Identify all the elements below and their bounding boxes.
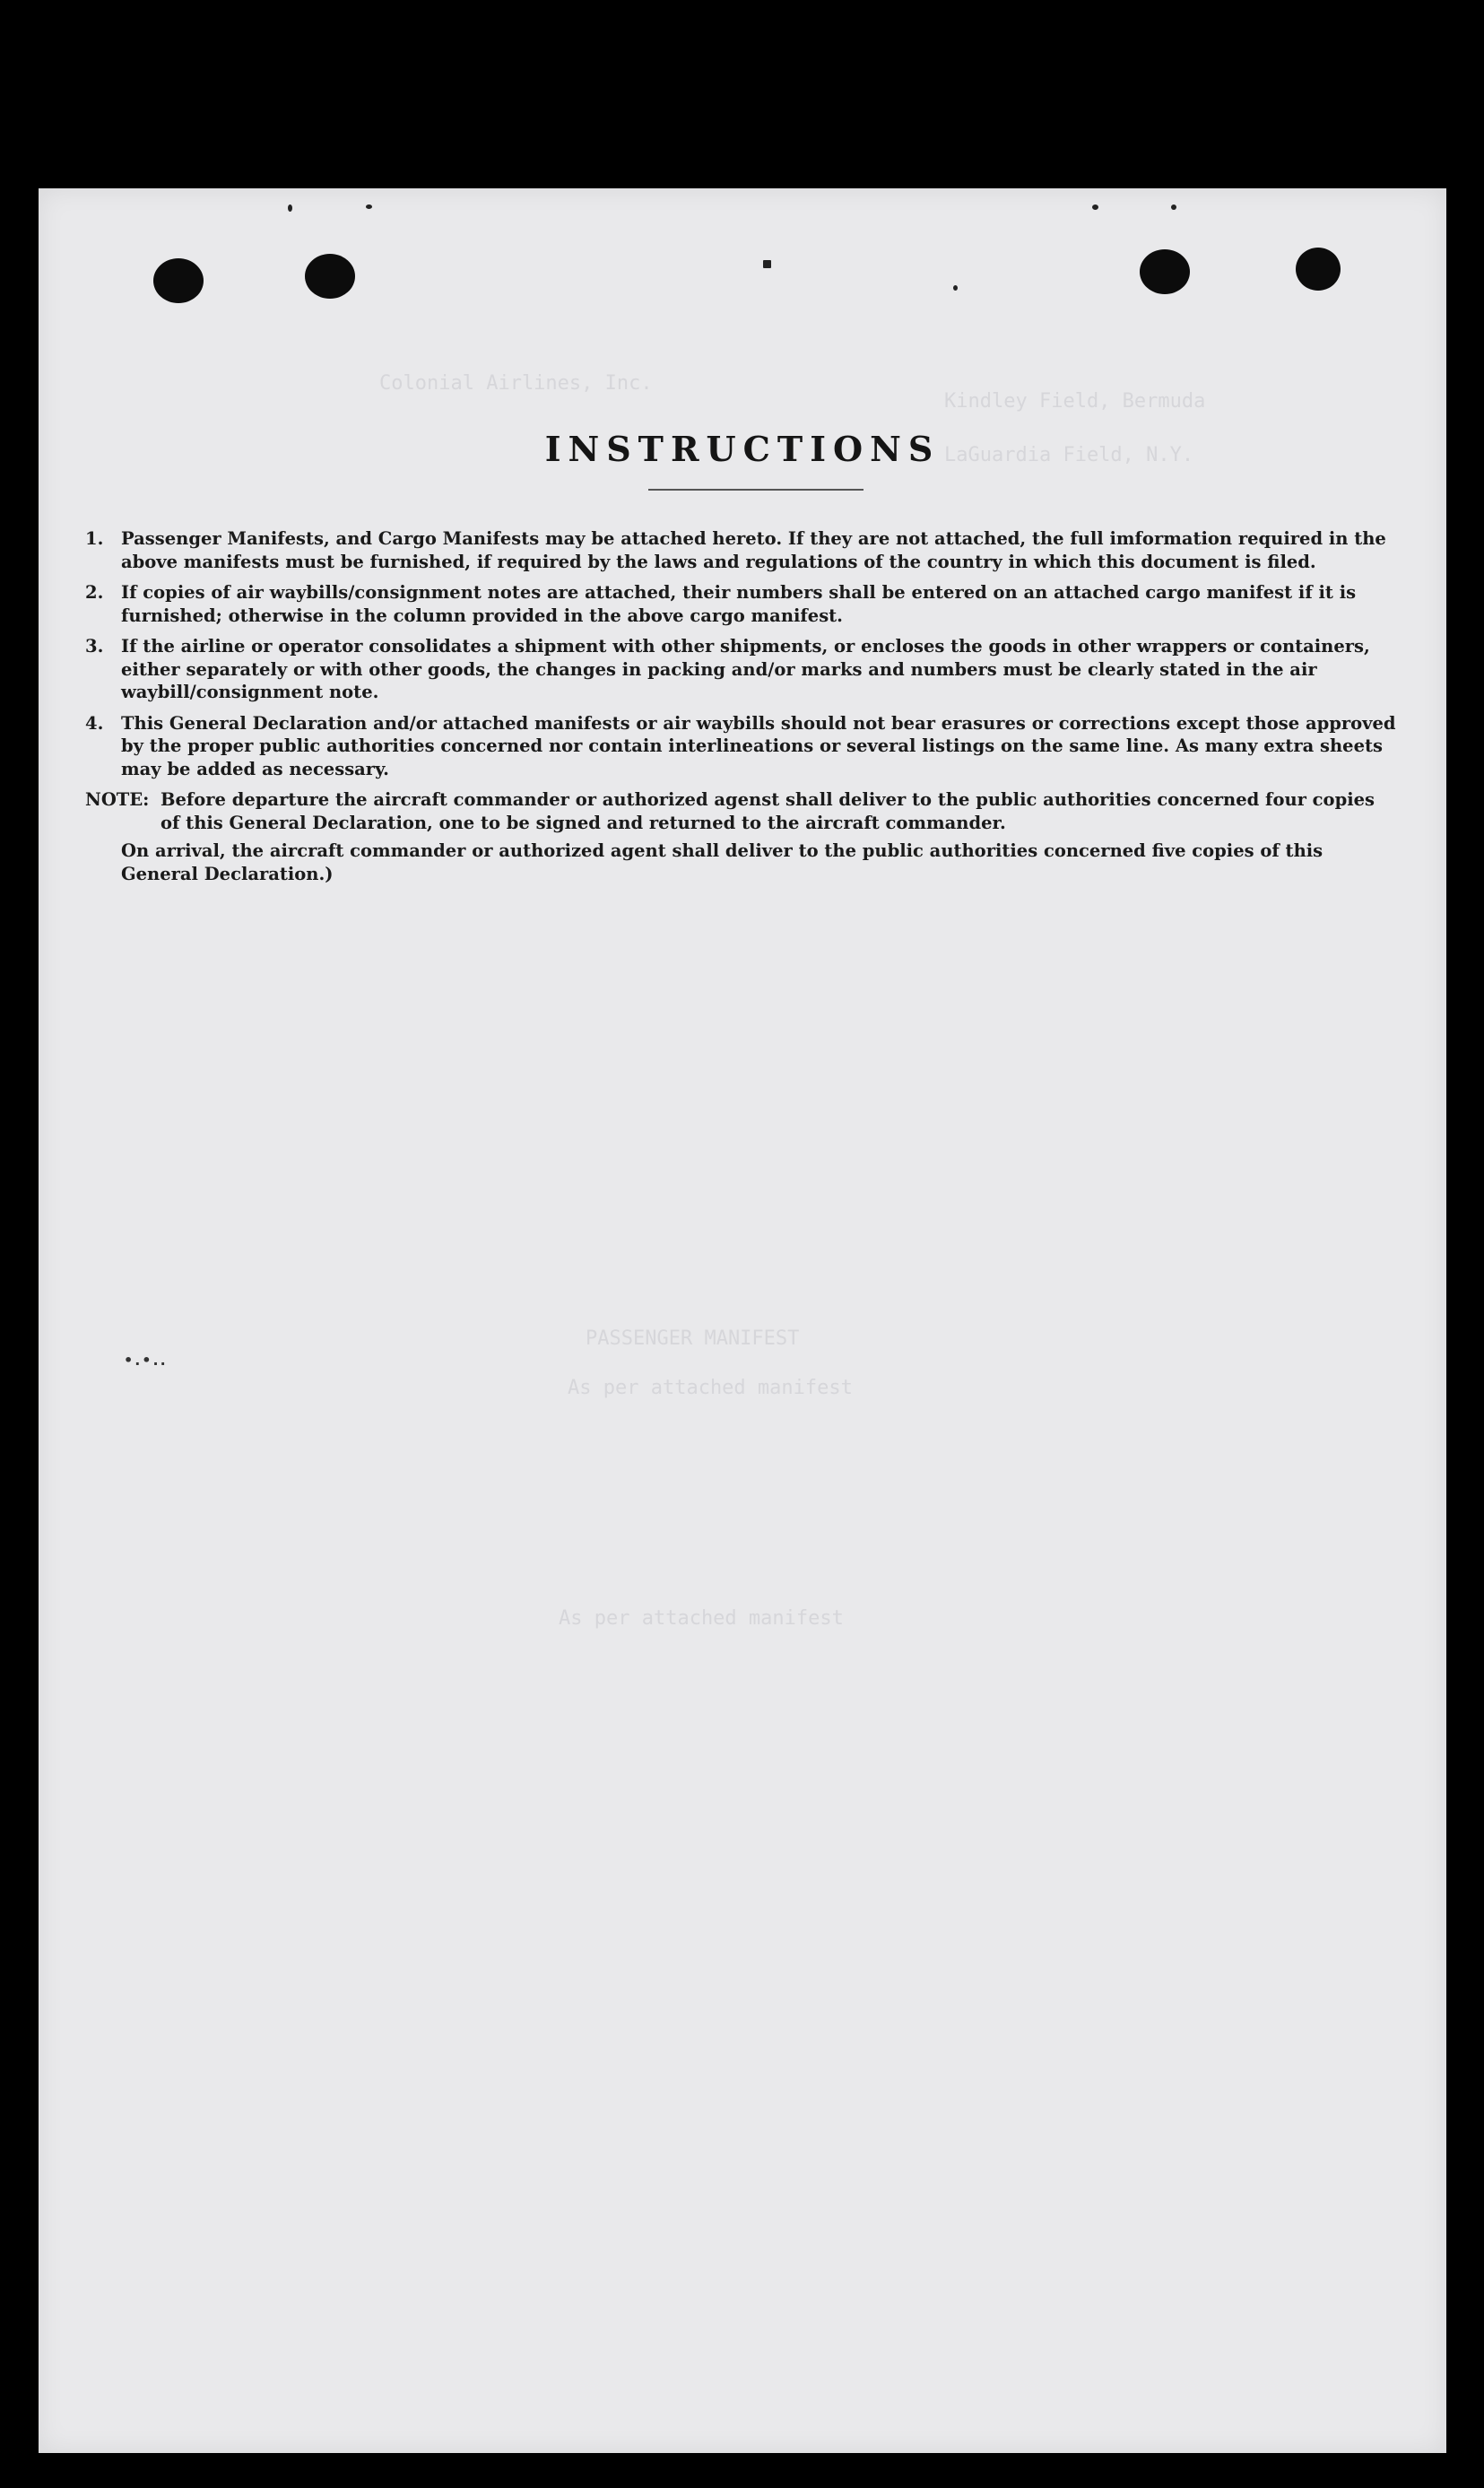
- note-text: Before departure the aircraft commander or authorized agenst shall deliver to the public authorities concerned four copies of this General Declaration, one to be signed and returned to the aircraft commander.: [161, 789, 1375, 833]
- instruction-number: 3.: [85, 636, 104, 657]
- scan-speck: [953, 285, 958, 291]
- document-page: [39, 188, 1446, 2453]
- instruction-text: Passenger Manifests, and Cargo Manifests may be attached hereto. If they are not attached, the full imformation required in the above manifests must be furnished, if required by the laws and regulations of the country in which this document is filed.: [121, 528, 1386, 572]
- title-underline: [648, 489, 863, 491]
- scan-speck: [1092, 204, 1098, 210]
- instruction-text: If the airline or operator consolidates a shipment with other shipments, or encloses the goods in other wrappers or containers, either separately or with other goods, the changes in packing and/or marks and numbers must be clearly stated in the air waybill/consignment note.: [121, 636, 1370, 702]
- bleed-through-text: LaGuardia Field, N.Y.: [944, 444, 1194, 466]
- instruction-item-3: [85, 635, 1399, 704]
- instruction-number: 1.: [85, 528, 104, 549]
- scan-mark: •.•..: [124, 1352, 168, 1369]
- scan-border-top: [0, 0, 1484, 188]
- instruction-item-4: [85, 712, 1399, 781]
- bleed-through-text: As per attached manifest: [559, 1607, 844, 1630]
- scan-speck: [1171, 204, 1176, 210]
- note-block: [85, 788, 1399, 834]
- punch-hole-left-2: [305, 254, 355, 299]
- scan-speck: [366, 204, 372, 209]
- bleed-through-text: Colonial Airlines, Inc.: [379, 372, 653, 395]
- scan-speck: [763, 260, 771, 268]
- scan-speck: [288, 204, 292, 212]
- bleed-through-text: PASSENGER MANIFEST: [586, 1327, 800, 1350]
- instruction-number: 4.: [85, 712, 104, 734]
- scan-border-bottom: [0, 2453, 1484, 2488]
- bleed-through-text: Kindley Field, Bermuda: [944, 390, 1206, 413]
- instruction-number: 2.: [85, 582, 104, 603]
- note-label: NOTE:: [85, 789, 150, 810]
- instruction-text: This General Declaration and/or attached manifests or air waybills should not bear erasures or corrections except those approved by the proper public authorities concerned nor contain interlineations or several listings on the same line. As many extra sheets may be added as necessary.: [121, 712, 1396, 779]
- instructions-list: [85, 527, 1399, 885]
- instruction-item-1: [85, 527, 1399, 573]
- punch-hole-left-1: [153, 258, 204, 303]
- bleed-through-text: As per attached manifest: [568, 1377, 853, 1399]
- note-arrival-text: On arrival, the aircraft commander or authorized agent shall deliver to the public authorities concerned five copies of this General Declaration.): [121, 840, 1323, 884]
- instruction-text: If copies of air waybills/consignment notes are attached, their numbers shall be entered on an attached cargo manifest if it is furnished; otherwise in the column provided in the above cargo manifest.: [121, 582, 1357, 626]
- punch-hole-right-1: [1140, 249, 1190, 294]
- page-title: INSTRUCTIONS: [544, 429, 941, 469]
- instruction-item-2: [85, 581, 1399, 627]
- punch-hole-right-2: [1296, 248, 1341, 291]
